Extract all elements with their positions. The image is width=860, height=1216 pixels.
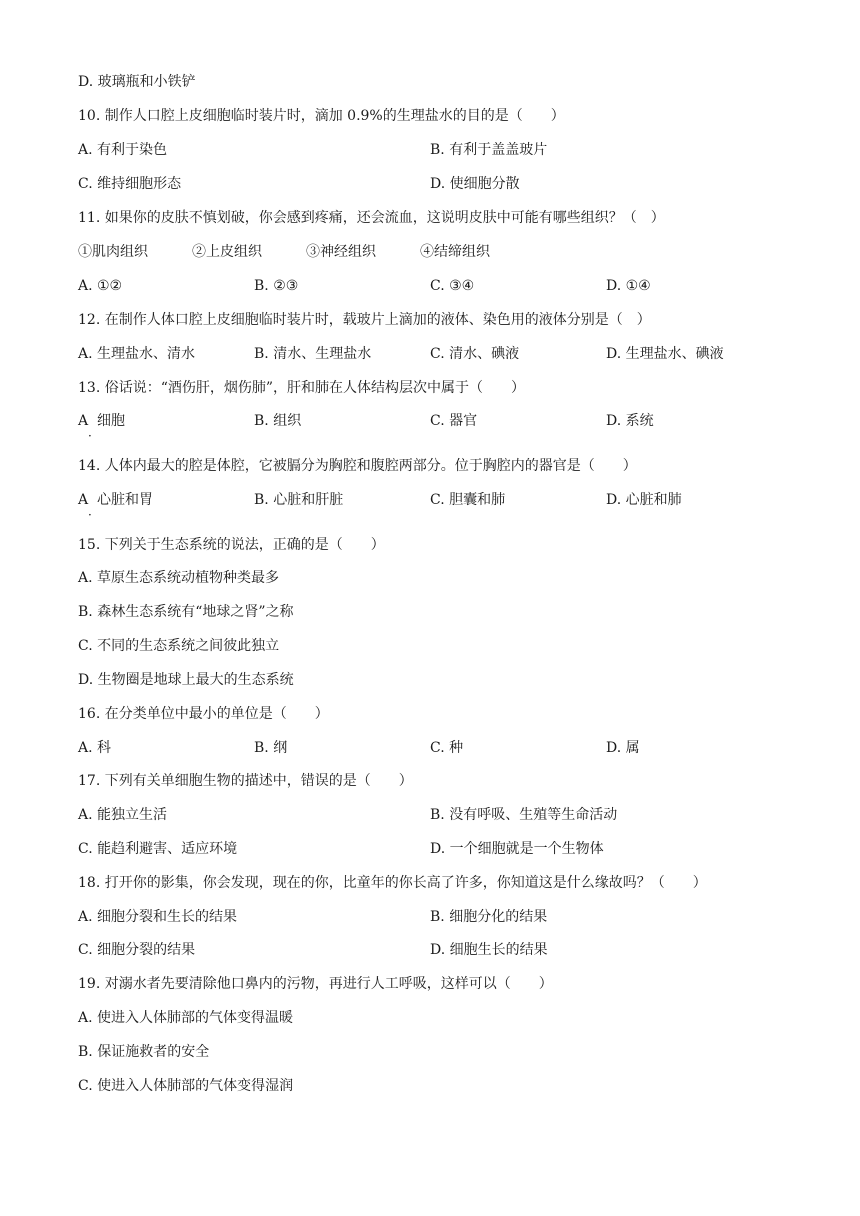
q10-option-b: B. 有利于盖盖玻片 — [430, 142, 548, 158]
q13-option-b: B. 组织 — [254, 413, 302, 429]
q11-option-b: B. ②③ — [254, 278, 299, 294]
q15-option-d: D. 生物圈是地球上最大的生态系统 — [78, 672, 294, 688]
q18-option-a: A. 细胞分裂和生长的结果 — [78, 909, 238, 925]
q12-option-d: D. 生理盐水、碘液 — [606, 346, 724, 362]
q18-option-d: D. 细胞生长的结果 — [430, 942, 548, 958]
q11-item-3: ③神经组织 — [306, 244, 376, 260]
q12-option-b: B. 清水、生理盐水 — [254, 346, 372, 362]
q17-option-c: C. 能趋利避害、适应环境 — [78, 841, 238, 857]
q17-stem: 17. 下列有关单细胞生物的描述中，错误的是（ ） — [78, 773, 413, 789]
q18-option-b: B. 细胞分化的结果 — [430, 909, 548, 925]
q16-stem: 16. 在分类单位中最小的单位是（ ） — [78, 706, 329, 722]
q12-stem: 12. 在制作人体口腔上皮细胞临时装片时，载玻片上滴加的液体、染色用的液体分别是（ ） — [78, 312, 651, 328]
q9-option-d: D. 玻璃瓶和小铁铲 — [78, 74, 196, 90]
q13-option-c: C. 器官 — [430, 413, 478, 429]
q14-option-c: C. 胆囊和肺 — [430, 492, 506, 508]
q18-option-c: C. 细胞分裂的结果 — [78, 942, 196, 958]
q13-option-a: A 细胞 — [78, 413, 126, 429]
q14-option-b: B. 心脏和肝脏 — [254, 492, 344, 508]
q15-option-b: B. 森林生态系统有“地球之肾”之称 — [78, 604, 294, 620]
q15-option-c: C. 不同的生态系统之间彼此独立 — [78, 638, 280, 654]
q14-option-d: D. 心脏和肺 — [606, 492, 682, 508]
q18-stem: 18. 打开你的影集，你会发现，现在的你，比童年的你长高了许多，你知道这是什么缘故吗？（ ） — [78, 875, 707, 891]
q14-option-a: A 心脏和胃 — [78, 492, 154, 508]
q17-option-a: A. 能独立生活 — [78, 807, 168, 823]
q16-option-c: C. 种 — [430, 740, 464, 756]
q11-stem: 11. 如果你的皮肤不慎划破，你会感到疼痛，还会流血，这说明皮肤中可能有哪些组织？（ ） — [78, 210, 665, 226]
q17-option-d: D. 一个细胞就是一个生物体 — [430, 841, 604, 857]
q19-option-a: A. 使进入人体肺部的气体变得温暖 — [78, 1010, 294, 1026]
q11-option-d: D. ①④ — [606, 278, 651, 294]
q11-item-2: ②上皮组织 — [192, 244, 262, 260]
q10-option-a: A. 有利于染色 — [78, 142, 168, 158]
q13-option-d: D. 系统 — [606, 413, 654, 429]
q11-option-c: C. ③④ — [430, 278, 475, 294]
q11-item-1: ①肌肉组织 — [78, 244, 148, 260]
q16-option-d: D. 属 — [606, 740, 640, 756]
q10-option-c: C. 维持细胞形态 — [78, 176, 182, 192]
q16-option-a: A. 科 — [78, 740, 112, 756]
q13-option-a-dot: · — [88, 429, 92, 443]
q10-stem: 10. 制作人口腔上皮细胞临时装片时，滴加 0.9%的生理盐水的目的是（ ） — [78, 108, 565, 124]
q12-option-c: C. 清水、碘液 — [430, 346, 520, 362]
q12-option-a: A. 生理盐水、清水 — [78, 346, 196, 362]
q15-stem: 15. 下列关于生态系统的说法，正确的是（ ） — [78, 537, 385, 553]
q14-option-a-dot: · — [88, 508, 92, 522]
q19-stem: 19. 对溺水者先要清除他口鼻内的污物，再进行人工呼吸，这样可以（ ） — [78, 976, 553, 992]
q11-item-4: ④结缔组织 — [420, 244, 490, 260]
q15-option-a: A. 草原生态系统动植物种类最多 — [78, 570, 280, 586]
q19-option-b: B. 保证施救者的安全 — [78, 1044, 210, 1060]
q19-option-c: C. 使进入人体肺部的气体变得湿润 — [78, 1078, 294, 1094]
q13-stem: 13. 俗话说：“酒伤肝，烟伤肺”，肝和肺在人体结构层次中属于（ ） — [78, 380, 526, 396]
q17-option-b: B. 没有呼吸、生殖等生命活动 — [430, 807, 618, 823]
q16-option-b: B. 纲 — [254, 740, 288, 756]
q14-stem: 14. 人体内最大的腔是体腔，它被膈分为胸腔和腹腔两部分。位于胸腔内的器官是（ ） — [78, 458, 637, 474]
q10-option-d: D. 使细胞分散 — [430, 176, 520, 192]
q11-option-a: A. ①② — [78, 278, 123, 294]
